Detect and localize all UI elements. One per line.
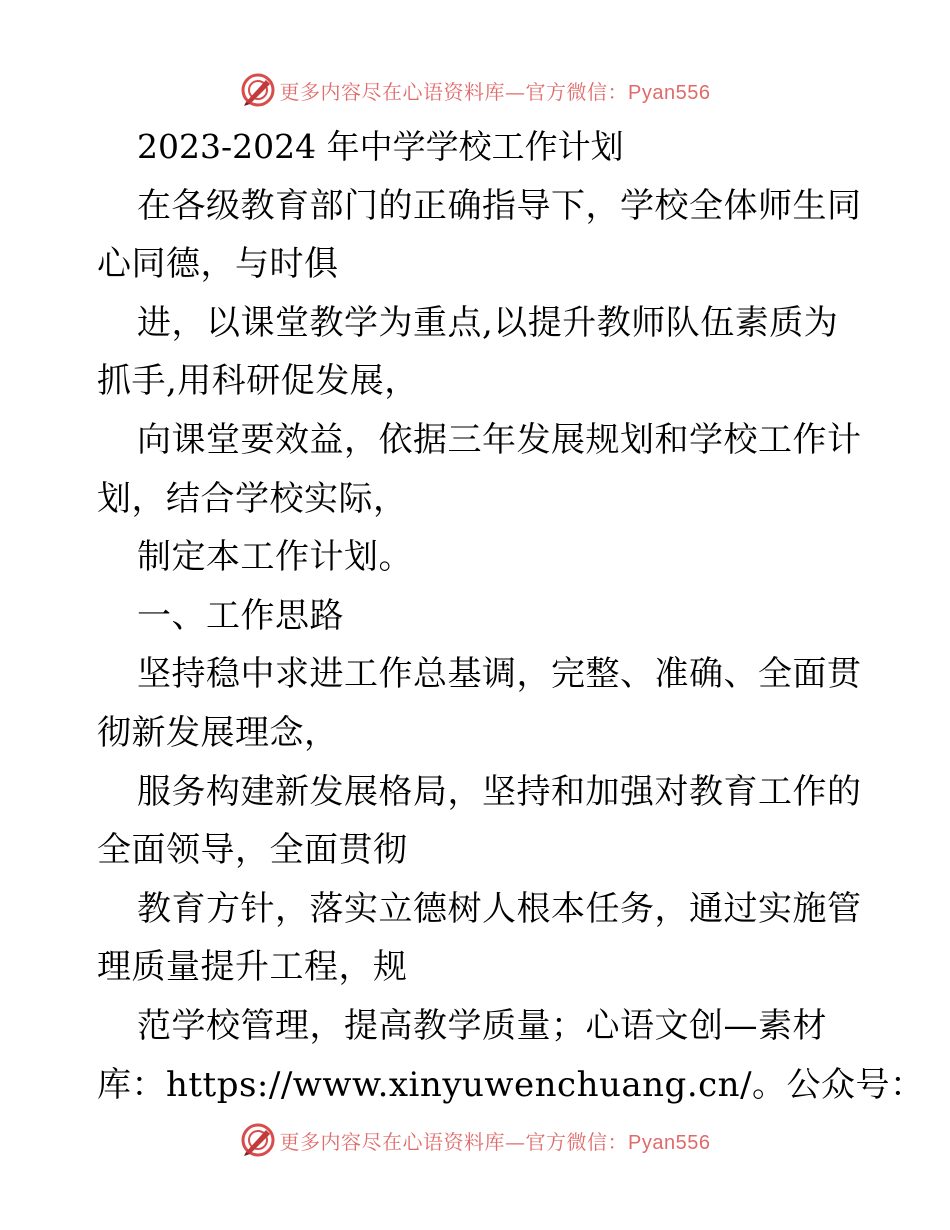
watermark-text: 更多内容尽在心语资料库—官方微信：Pyan556 <box>279 79 711 104</box>
document-title: 2023-2024 年中学学校工作计划 <box>137 127 624 166</box>
paragraph-line: 制定本工作计划。 <box>137 537 413 578</box>
paragraph-line: 彻新发展理念， <box>97 712 339 753</box>
footer-watermark <box>0 1120 950 1160</box>
paragraph-line: 向课堂要效益，依据三年发展规划和学校工作计 <box>137 419 862 460</box>
paragraph-line: 划，结合学校实际， <box>97 478 408 519</box>
document-body <box>97 118 925 1114</box>
paragraph-line: 全面领导，全面贯彻 <box>97 830 408 871</box>
paragraph-line: 进，以课堂教学为重点,以提升教师队伍素质为 <box>137 302 839 343</box>
watermark-text: 更多内容尽在心语资料库—官方微信：Pyan556 <box>279 1129 711 1154</box>
paragraph-line: 在各级教育部门的正确指导下，学校全体师生同 <box>137 185 862 226</box>
pen-logo-icon <box>240 72 276 108</box>
paragraph-line: 教育方针，落实立德树人根本任务，通过实施管 <box>137 888 862 929</box>
paragraph-line: 坚持稳中求进工作总基调，完整、准确、全面贯 <box>137 654 862 695</box>
header-watermark <box>0 70 950 110</box>
paragraph-line: 抓手,用科研促发展， <box>97 361 419 402</box>
paragraph-line: 服务构建新发展格局，坚持和加强对教育工作的 <box>137 771 862 812</box>
paragraph-line: 范学校管理，提高教学质量；心语文创—素材 <box>137 1005 827 1046</box>
section-heading: 一、工作思路 <box>137 595 344 636</box>
paragraph-line: 心同德，与时俱 <box>97 244 339 285</box>
paragraph-line: 理质量提升工程，规 <box>97 947 408 988</box>
pen-logo-icon <box>240 1122 276 1158</box>
url-line: 库：https://www.xinyuwenchuang.cn/。公众号： <box>97 1064 925 1105</box>
